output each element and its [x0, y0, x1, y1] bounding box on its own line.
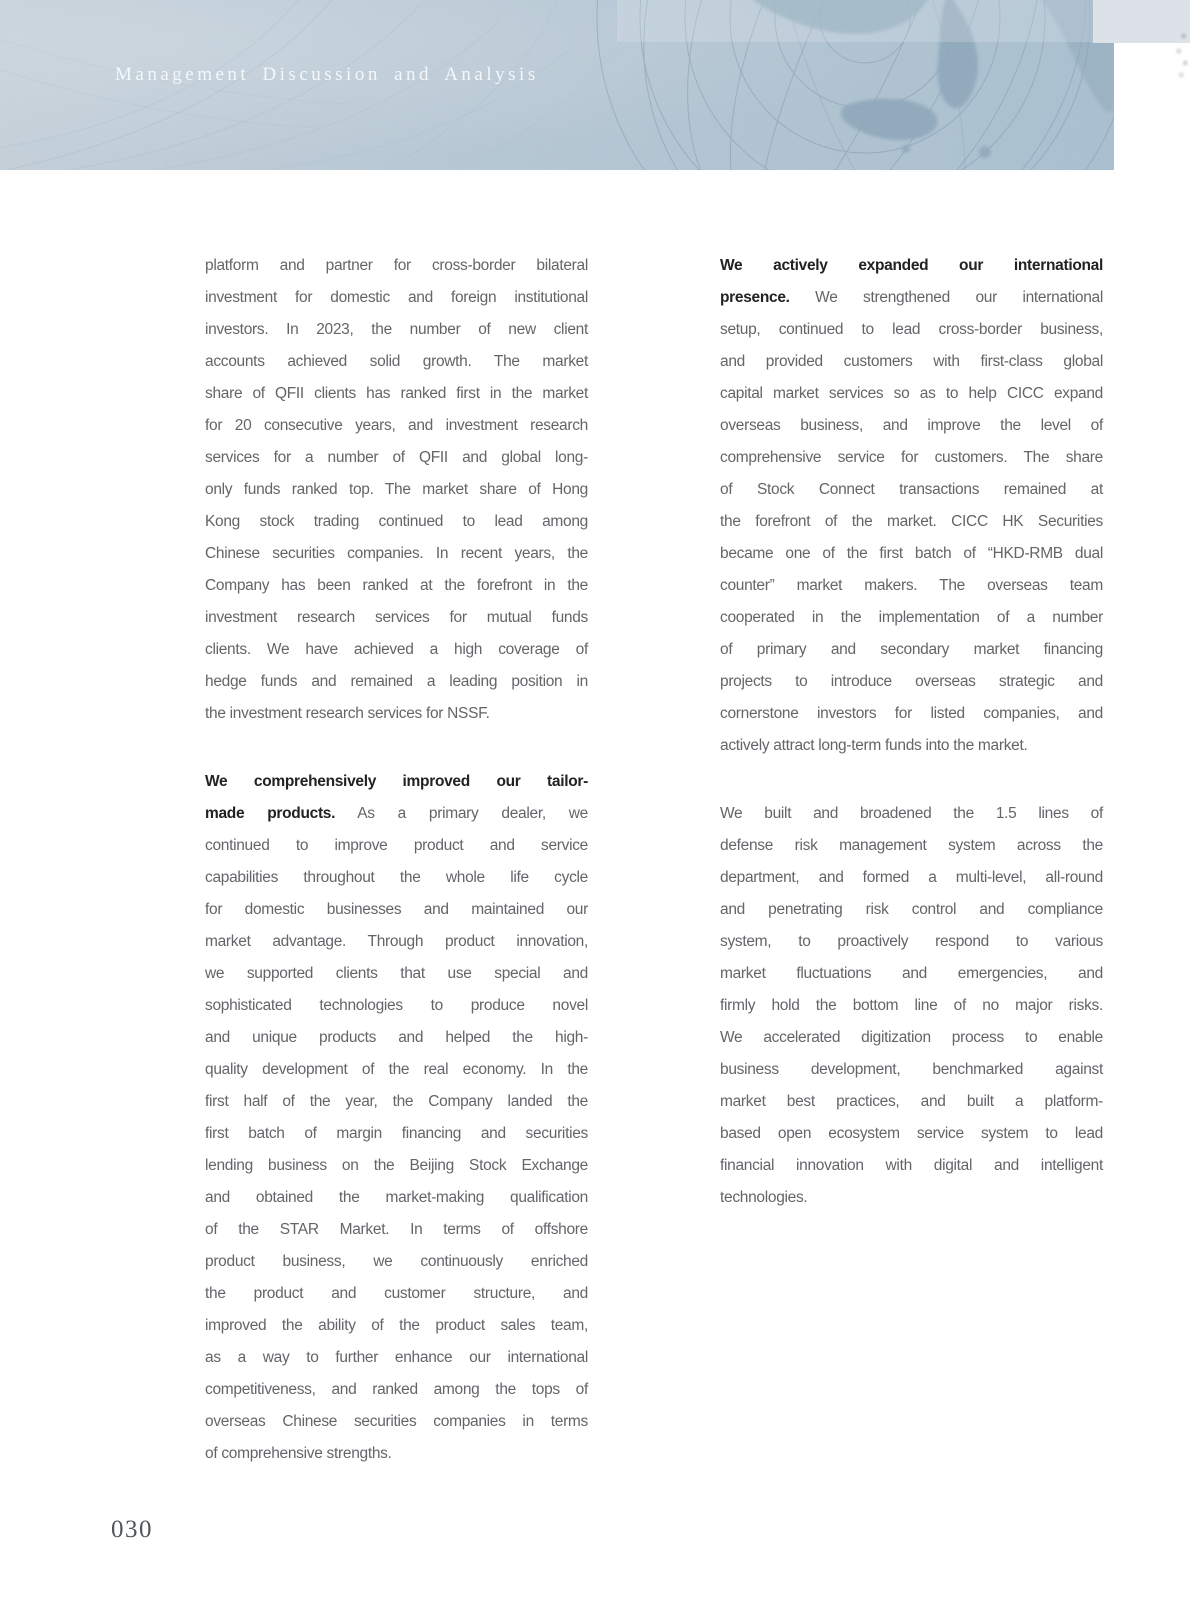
right-column	[720, 250, 1103, 1470]
text-line: for 20 consecutive years, and investment research	[205, 417, 588, 434]
text-line: counter” market makers. The overseas team	[720, 577, 1103, 594]
text-line: the investment research services for NSSF.	[205, 705, 490, 722]
text-line: cornerstone investors for listed companies, and	[720, 705, 1103, 722]
text-line: the forefront of the market. CICC HK Securities	[720, 513, 1103, 530]
text-line: accounts achieved solid growth. The market	[205, 353, 588, 370]
text-line: system, to proactively respond to various	[720, 933, 1103, 950]
text-line: business development, benchmarked against	[720, 1061, 1103, 1078]
text-line: Company has been ranked at the forefront in the	[205, 577, 588, 594]
text-line: We comprehensively improved our tailor-	[205, 773, 588, 790]
text-line: Kong stock trading continued to lead among	[205, 513, 588, 530]
text-line: for domestic businesses and maintained our	[205, 901, 588, 918]
text-line: technologies.	[720, 1189, 808, 1206]
content-columns	[0, 250, 1190, 1470]
text-line: and penetrating risk control and compliance	[720, 901, 1103, 918]
paragraph	[205, 766, 588, 1470]
text-line: the product and customer structure, and	[205, 1285, 588, 1302]
text-line: became one of the first batch of “HKD-RMB dual	[720, 545, 1103, 562]
text-line: quality development of the real economy. In the	[205, 1061, 588, 1078]
text-line: investors. In 2023, the number of new client	[205, 321, 588, 338]
text-line: lending business on the Beijing Stock Exchange	[205, 1157, 588, 1174]
text-line: and unique products and helped the high-	[205, 1029, 588, 1046]
text-line: platform and partner for cross-border bilateral	[205, 257, 588, 274]
text-line: first batch of margin financing and securities	[205, 1125, 588, 1142]
page-banner	[0, 0, 1114, 170]
text-line: of the STAR Market. In terms of offshore	[205, 1221, 588, 1238]
text-line: and provided customers with first-class global	[720, 353, 1103, 370]
text-line: of Stock Connect transactions remained at	[720, 481, 1103, 498]
text-line: overseas business, and improve the level of	[720, 417, 1103, 434]
text-line: presence. We strengthened our international	[720, 289, 1103, 306]
text-line: made products. As a primary dealer, we	[205, 805, 588, 822]
text-line: share of QFII clients has ranked first in the market	[205, 385, 588, 402]
text-line: market best practices, and built a platform-	[720, 1093, 1103, 1110]
text-line: We actively expanded our international	[720, 257, 1103, 274]
text-line: and obtained the market-making qualification	[205, 1189, 588, 1206]
text-line: cooperated in the implementation of a number	[720, 609, 1103, 626]
text-line: financial innovation with digital and intelligent	[720, 1157, 1103, 1174]
text-line: actively attract long-term funds into the market.	[720, 737, 1028, 754]
text-line: capabilities throughout the whole life cycle	[205, 869, 588, 886]
text-line: only funds ranked top. The market share of Hong	[205, 481, 588, 498]
text-line: product business, we continuously enriched	[205, 1253, 588, 1270]
text-line: setup, continued to lead cross-border business,	[720, 321, 1103, 338]
text-line: comprehensive service for customers. The share	[720, 449, 1103, 466]
paragraph	[205, 250, 588, 730]
text-line: department, and formed a multi-level, all-round	[720, 869, 1103, 886]
text-line: clients. We have achieved a high coverage of	[205, 641, 588, 658]
paragraph	[720, 798, 1103, 1214]
text-line: market fluctuations and emergencies, and	[720, 965, 1103, 982]
corner-speckle-decoration	[1174, 24, 1190, 84]
text-line: investment for domestic and foreign institutional	[205, 289, 588, 306]
page-number: 030	[111, 1516, 153, 1543]
text-line: Chinese securities companies. In recent years, the	[205, 545, 588, 562]
text-line: of primary and secondary market financing	[720, 641, 1103, 658]
paragraph	[720, 250, 1103, 762]
text-line: services for a number of QFII and global long-	[205, 449, 588, 466]
text-line: first half of the year, the Company landed the	[205, 1093, 588, 1110]
page-title: Management Discussion and Analysis	[115, 64, 539, 85]
text-line: market advantage. Through product innovation,	[205, 933, 588, 950]
text-line: defense risk management system across the	[720, 837, 1103, 854]
text-line: we supported clients that use special and	[205, 965, 588, 982]
text-line: capital market services so as to help CICC expand	[720, 385, 1103, 402]
text-line: projects to introduce overseas strategic and	[720, 673, 1103, 690]
text-line: hedge funds and remained a leading position in	[205, 673, 588, 690]
text-line: We accelerated digitization process to enable	[720, 1029, 1103, 1046]
text-line: as a way to further enhance our international	[205, 1349, 588, 1366]
text-line: investment research services for mutual funds	[205, 609, 588, 626]
text-line: based open ecosystem service system to lead	[720, 1125, 1103, 1142]
text-line: overseas Chinese securities companies in terms	[205, 1413, 588, 1430]
text-line: We built and broadened the 1.5 lines of	[720, 805, 1103, 822]
text-line: firmly hold the bottom line of no major risks.	[720, 997, 1103, 1014]
text-line: improved the ability of the product sales team,	[205, 1317, 588, 1334]
left-column	[205, 250, 588, 1470]
text-line: competitiveness, and ranked among the tops of	[205, 1381, 588, 1398]
text-line: continued to improve product and service	[205, 837, 588, 854]
banner-overlay-strip	[617, 0, 1093, 42]
text-line: of comprehensive strengths.	[205, 1445, 392, 1462]
text-line: sophisticated technologies to produce novel	[205, 997, 588, 1014]
